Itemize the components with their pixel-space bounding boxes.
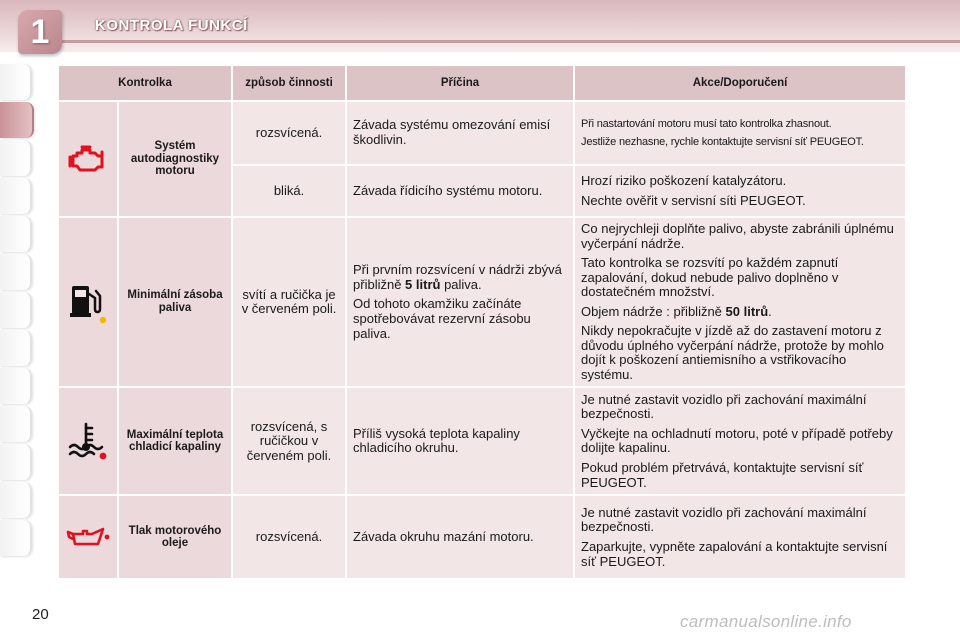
action-paragraph: Je nutné zastavit vozidlo při zachování maximální bezpečnosti. <box>581 504 867 535</box>
operation-mode: rozsvícená. <box>233 102 345 164</box>
warning-lights-table <box>57 64 907 580</box>
cause-text: Závada systému omezování emisí škodlivin. <box>347 102 573 164</box>
cause-cell <box>347 218 573 386</box>
action-cell <box>575 166 905 216</box>
cause-paragraph <box>353 263 567 292</box>
action-paragraph: Hrozí riziko poškození katalyzátoru. <box>581 172 787 188</box>
action-paragraph: Tato kontrolka se rozsvítí po každém zapnutí zapalování, dokud nebude palivo doplněno v dostatečném množství. <box>581 255 839 300</box>
cause-text: paliva. <box>440 276 482 292</box>
icon-cell <box>59 496 117 578</box>
warning-name: Systém autodiagnostiky motoru <box>119 102 231 216</box>
cause-text: Závada okruhu mazání motoru. <box>347 496 573 578</box>
action-cell <box>575 496 905 578</box>
chapter-tab[interactable] <box>0 254 32 290</box>
action-cell <box>575 218 905 386</box>
page-number: 20 <box>32 606 49 623</box>
table-row <box>59 218 905 386</box>
action-cell <box>575 388 905 494</box>
watermark: carmanualsonline.info <box>680 612 852 631</box>
cause-text: Při prvním rozsvícení v nádrži zbývá přibližně <box>353 262 562 292</box>
tank-volume: 50 litrů <box>725 303 769 319</box>
cause-text: Příliš vysoká teplota kapaliny chladicího okruhu. <box>347 388 573 494</box>
action-paragraph: Co nejrychleji doplňte palivo, abyste zabránili úplnému vyčerpání nádrže. <box>581 221 894 251</box>
coolant-temperature-icon <box>66 419 110 463</box>
page-title: KONTROLA FUNKCÍ <box>95 17 248 34</box>
chapter-tab[interactable] <box>0 64 32 100</box>
chapter-tab[interactable] <box>0 482 32 518</box>
operation-mode: svítí a ručička je v červeném poli. <box>233 218 345 386</box>
icon-cell <box>59 218 117 386</box>
warning-name: Tlak motorového oleje <box>119 496 231 578</box>
chapter-tab[interactable] <box>0 330 32 366</box>
chapter-tab[interactable] <box>0 520 32 556</box>
chapter-tab-active[interactable] <box>0 102 34 138</box>
cause-text: Závada řídicího systému motoru. <box>347 166 573 216</box>
cause-paragraph: Od tohoto okamžiku začínáte spotřebovávat rezervní zásobu paliva. <box>353 296 531 341</box>
column-header-akce: Akce/Doporučení <box>575 66 905 100</box>
chapter-tab[interactable] <box>0 216 32 252</box>
fuel-pump-icon <box>66 278 110 326</box>
action-paragraph <box>581 305 899 320</box>
icon-cell <box>59 388 117 494</box>
action-text: Objem nádrže : přibližně <box>581 303 726 319</box>
column-header-pricina: Příčina <box>347 66 573 100</box>
engine-check-icon <box>68 143 108 175</box>
oil-can-icon <box>65 522 111 552</box>
operation-mode: bliká. <box>233 166 345 216</box>
action-paragraph: Nikdy nepokračujte v jízdě až do zastavení motoru z důvodu úplného vyčerpání nádrže, protože by mohlo dojít k poškození antiemisního a vstřikovacího systému. <box>581 323 884 382</box>
chapter-tab[interactable] <box>0 406 32 442</box>
chapter-tab[interactable] <box>0 292 32 328</box>
column-header-zpusob: způsob činnosti <box>233 66 345 100</box>
table-row <box>59 496 905 578</box>
table-row <box>59 102 905 164</box>
chapter-tab[interactable] <box>0 368 32 404</box>
chapter-tab[interactable] <box>0 444 32 480</box>
action-paragraph: Jestliže nezhasne, rychle kontaktujte servisní síť PEUGEOT. <box>581 135 864 148</box>
table-header-row <box>59 66 905 100</box>
column-header-kontrolka: Kontrolka <box>59 66 231 100</box>
chapter-tab-strip <box>0 64 36 558</box>
warning-name: Minimální zásoba paliva <box>119 218 231 386</box>
operation-mode: rozsvícená, s ručičkou v červeném poli. <box>233 388 345 494</box>
action-paragraph: Nechte ověřit v servisní síti PEUGEOT. <box>581 192 806 208</box>
action-paragraph: Při nastartování motoru musí tato kontrolka zhasnout. <box>581 118 832 131</box>
action-paragraph: Zaparkujte, vypněte zapalování a kontaktujte servisní síť PEUGEOT. <box>581 538 888 569</box>
chapter-number-badge: 1 <box>18 10 62 54</box>
table-row <box>59 388 905 494</box>
action-paragraph: Vyčkejte na ochladnutí motoru, poté v případě potřeby dolijte kapalinu. <box>581 425 893 456</box>
action-paragraph: Je nutné zastavit vozidlo při zachování maximální bezpečnosti. <box>581 391 867 422</box>
action-paragraph: Pokud problém přetrvává, kontaktujte servisní síť PEUGEOT. <box>581 460 864 490</box>
chapter-tab[interactable] <box>0 140 32 176</box>
action-cell <box>575 102 905 164</box>
chapter-tab[interactable] <box>0 178 32 214</box>
warning-name: Maximální teplota chladicí kapaliny <box>119 388 231 494</box>
fuel-amount: 5 litrů <box>405 276 441 292</box>
header-divider <box>60 40 960 43</box>
operation-mode: rozsvícená. <box>233 496 345 578</box>
icon-cell <box>59 102 117 216</box>
action-text: . <box>768 303 772 319</box>
